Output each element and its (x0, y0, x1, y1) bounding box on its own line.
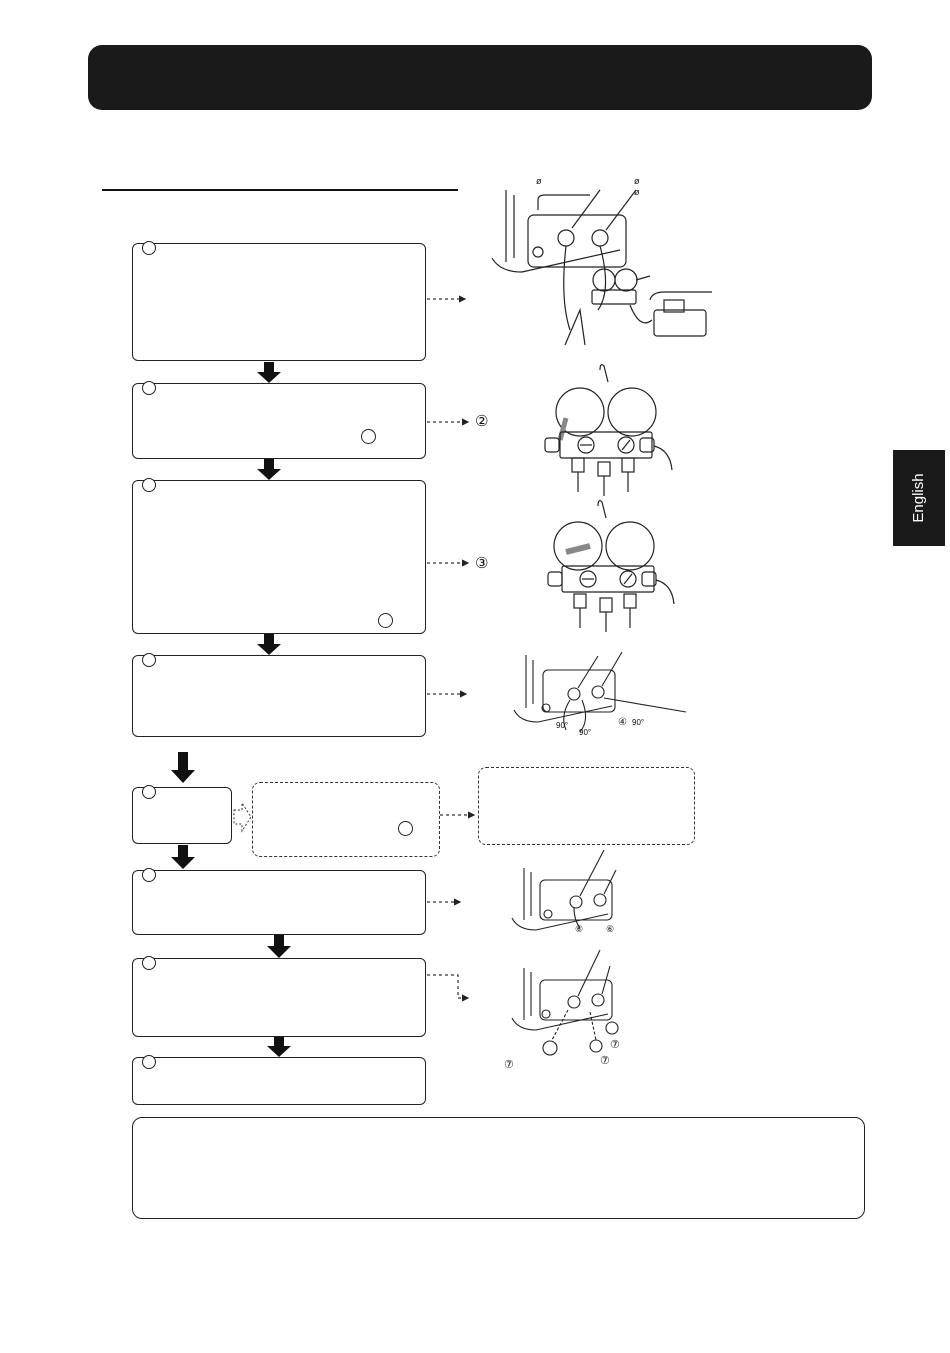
callout-3: ③ (475, 554, 489, 572)
callout-6b: ⑥ (606, 924, 615, 934)
illustration-vacuum-setup (492, 190, 712, 345)
diameter-label-left: ø (536, 176, 542, 186)
language-tab-label: English (910, 473, 927, 523)
callout-2: ② (475, 412, 489, 430)
diameter-label-right-1: ø (634, 176, 640, 186)
diameter-label-right-2: ø (634, 187, 640, 197)
callout-7a: ⑦ (610, 1039, 620, 1051)
callout-4: ④ (618, 717, 627, 728)
illustration-remove-hoses (512, 850, 616, 930)
callout-7c: ⑦ (504, 1059, 514, 1071)
callout-7b: ⑦ (600, 1055, 610, 1067)
illustration-manifold-open-high (548, 501, 674, 632)
angle-label-2: 90° (579, 728, 592, 737)
angle-label-3: 90° (632, 718, 645, 727)
illustration-manifold-open-low (545, 365, 672, 496)
angle-label-1: 90° (556, 721, 569, 730)
callout-6a: ⑥ (575, 924, 584, 934)
illustration-open-valves (514, 652, 686, 732)
illustration-replace-caps (512, 950, 618, 1055)
flow-down-arrows (171, 362, 291, 1057)
